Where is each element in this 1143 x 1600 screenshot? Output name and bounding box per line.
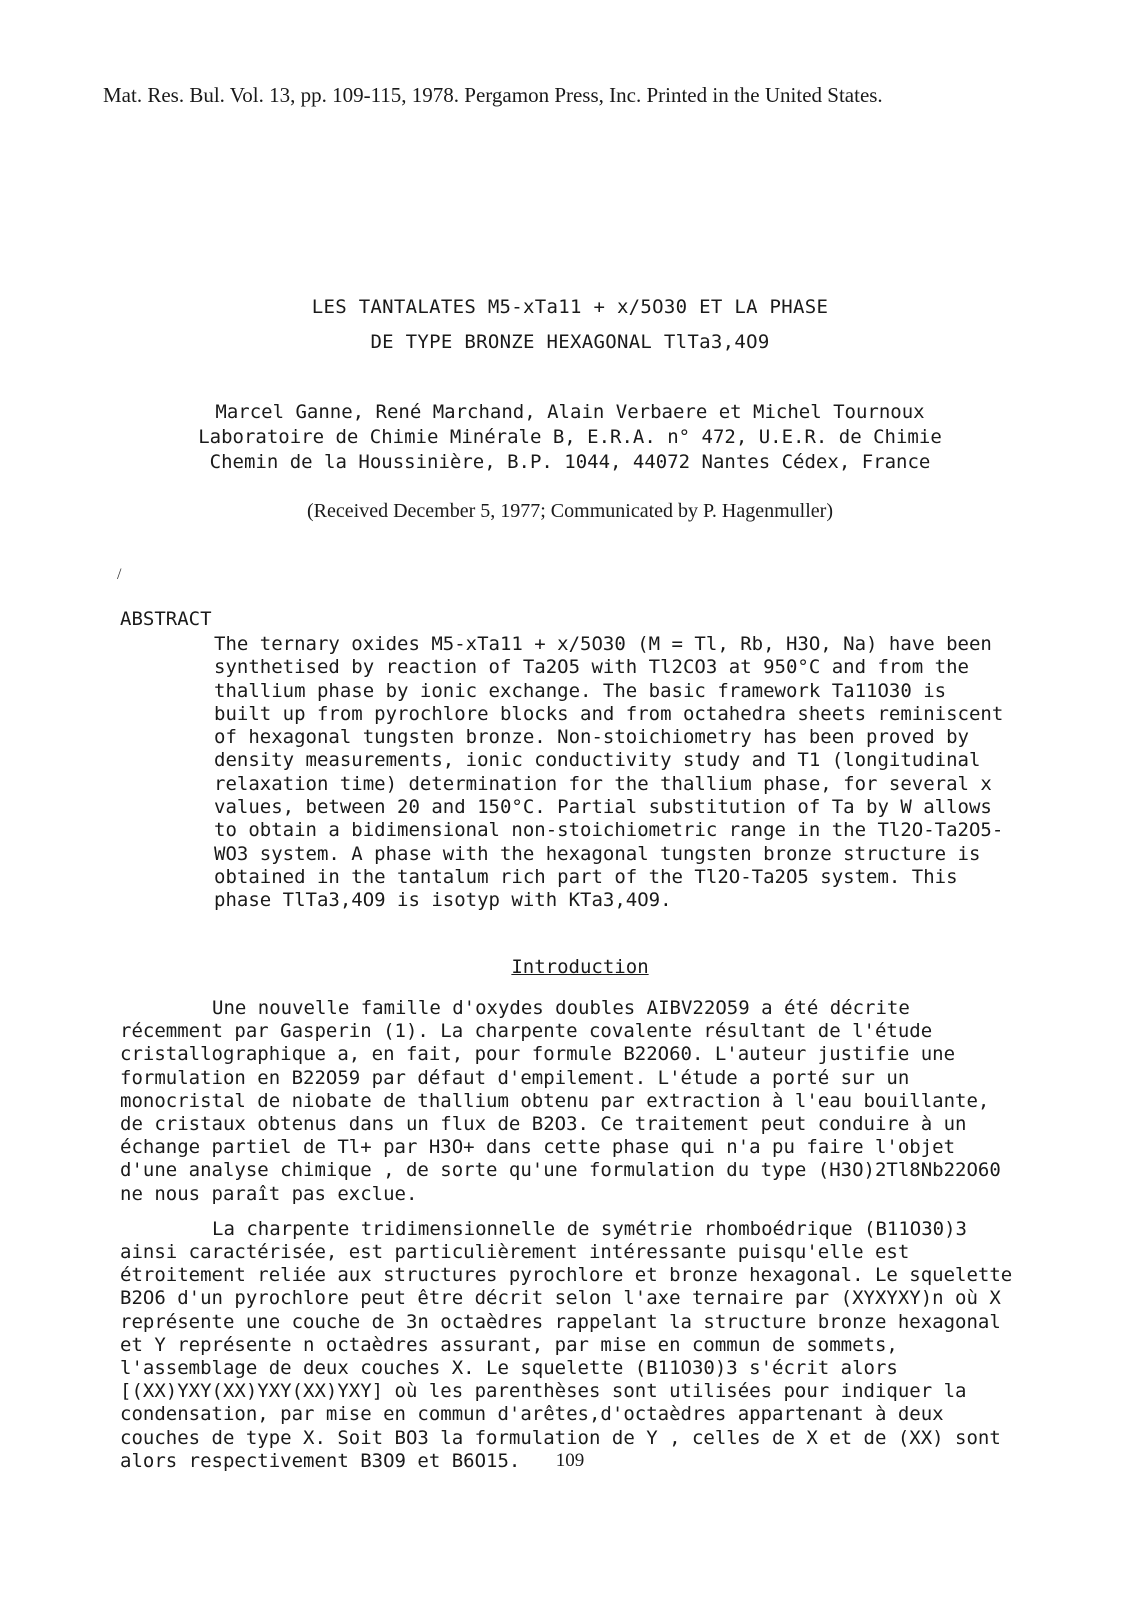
margin-mark: / <box>117 566 122 583</box>
intro-paragraph-2: La charpente tridimensionnelle de symétrie rhomboédrique (B11O30)3 ainsi caractérisée, est particulièrement intéressante puisqu'elle est étroitement reliée aux structures pyrochlore et bronze hexagonal. Le squelette B2O6 d'un pyrochlore peut être décrit selon l'axe ternaire par (XYXYXY)n où X représente une couche de 3n octaèdres rappelant la structure bronze hexagonal et Y représente n octaèdres assurant, par mise en commun de sommets, l'assemblage de deux couches X. Le squelette (B11O30)3 s'écrit alors [(XX)YXY(XX)YXY(XX)YXY] où les parenthèses sont utilisées pour indiquer la condensation, par mise en commun d'arêtes,d'octaèdres appartenant à deux couches de type X. Soit BO3 la formulation de Y , celles de X et de (XX) sont alors respectivement B3O9 et B6O15. <box>120 1217 1013 1472</box>
introduction-heading: Introduction <box>511 956 649 978</box>
author-names: Marcel Ganne, René Marchand, Alain Verbaere et Michel Tournoux <box>215 401 925 423</box>
intro-paragraph-1: Une nouvelle famille d'oxydes doubles AIBV22O59 a été décrite récemment par Gasperin (1). La charpente covalente résultant de l'étude cristallographique a, en fait, pour formule B22O60. L'auteur justifie une formulation en B22O59 par défaut d'empilement. L'étude a porté sur un monocristal de niobate de thallium obtenu par extraction à l'eau bouillante, de cristaux obtenus dans un flux de B2O3. Ce traitement peut conduire à un échange partiel de Tl+ par H3O+ dans cette phase qui n'a pu faire l'objet d'une analyse chimique , de sorte qu'une formulation du type (H3O)2Tl8Nb22O60 ne nous paraît pas exclue. <box>120 997 1001 1205</box>
paper-title <box>160 290 980 360</box>
title-line-2: DE TYPE BRONZE HEXAGONAL TlTa3,4O9 <box>370 331 770 353</box>
introduction-body <box>120 997 1020 1473</box>
received-line: (Received December 5, 1977; Communicated by P. Hagenmuller) <box>307 500 833 522</box>
title-line-1: LES TANTALATES M5-xTa11 + x/5O30 ET LA PHASE <box>311 296 829 318</box>
abstract-text: The ternary oxides M5-xTa11 + x/5O30 (M = Tl, Rb, H3O, Na) have been synthetised by reaction of Ta2O5 with Tl2CO3 at 950°C and from the thallium phase by ionic exchange. The basic framework Ta11O30 is built up from pyrochlore blocks and from octahedra sheets reminiscent of hexagonal tungsten bronze. Non-stoichiometry has been proved by density measurements, ionic conductivity study and T1 (longitudinal relaxation time) determination for the thallium phase, for several x values, between 20 and 150°C. Partial substitution of Ta by W allows to obtain a bidimensional non-stoichiometric range in the Tl2O-Ta2O5-WO3 system. A phase with the hexagonal tungsten bronze structure is obtained in the tantalum rich part of the Tl2O-Ta2O5 system. This phase TlTa3,4O9 is isotyp with KTa3,4O9. <box>214 633 1004 912</box>
abstract-heading: ABSTRACT <box>120 608 212 630</box>
author-block <box>150 400 990 475</box>
author-address: Chemin de la Houssinière, B.P. 1044, 44072 Nantes Cédex, France <box>209 451 931 473</box>
author-affiliation: Laboratoire de Chimie Minérale B, E.R.A. n° 472, U.E.R. de Chimie <box>198 426 942 448</box>
page-number: 109 <box>555 1450 585 1471</box>
journal-citation: Mat. Res. Bul. Vol. 13, pp. 109-115, 1978. Pergamon Press, Inc. Printed in the United States. <box>103 83 883 107</box>
